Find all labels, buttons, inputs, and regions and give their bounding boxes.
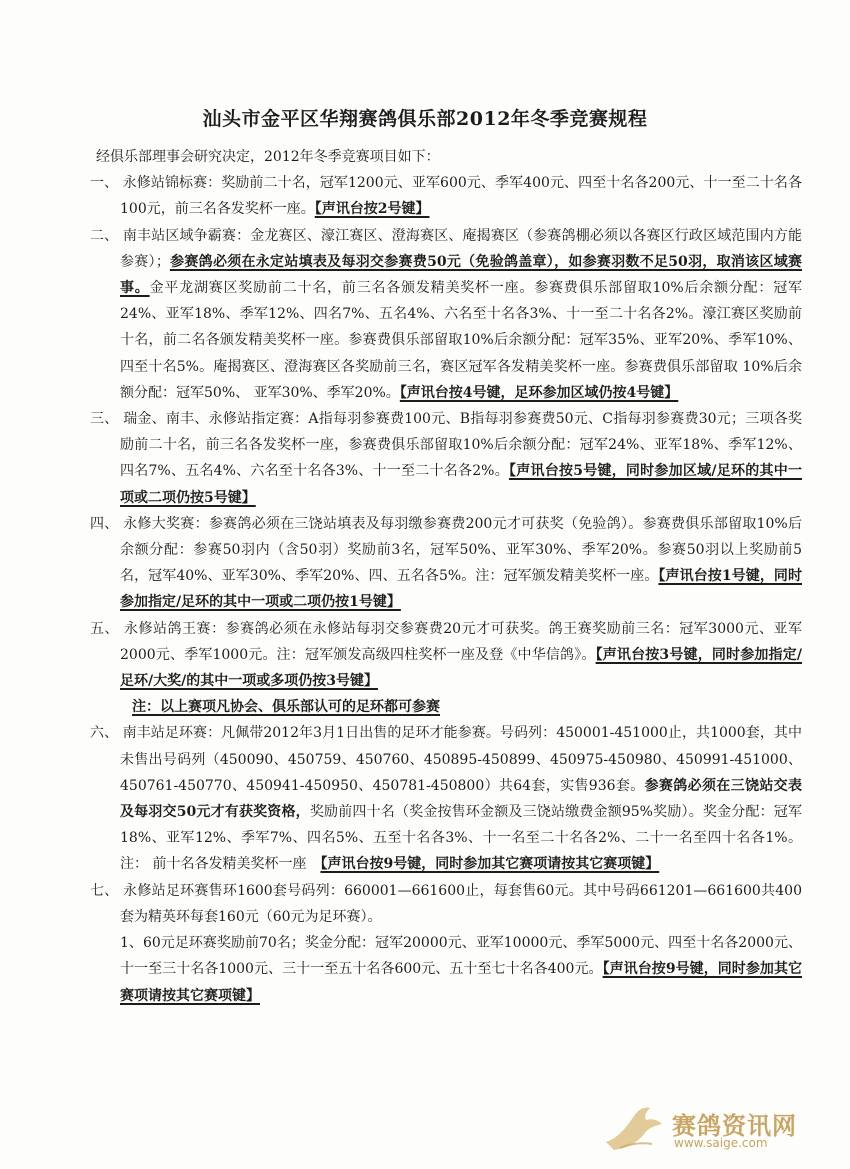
section-2-hotline-key: 【声讯台按4号键，足环参加区域仍按4号键】 xyxy=(399,384,679,401)
pigeon-logo-icon xyxy=(600,1098,670,1158)
section-5-hotline-key: 【声讯台按3号键，同时参加指定/足环/大奖/的其中一项或多项仍按3号键】 xyxy=(120,646,802,690)
section-6-text-c: 奖励前四十名（奖金按售环金额及三饶站缴费金额95%奖励）。奖金分配：冠军18%、亚军12%、季军7%、四名5%、五至十名各3%、十一名至二十名各2%、二十一名至四十名各1%。 注： 前十名各发精美奖杯一座 xyxy=(120,804,802,873)
section-1 xyxy=(82,170,802,222)
section-3-hotline-key: 【声讯台按5号键，同时参加区域/足环的其中一项或二项仍按5号键】 xyxy=(120,463,802,506)
eligibility-note-text: 注：以上赛项凡协会、俱乐部认可的足环都可参赛 xyxy=(132,699,440,716)
eligibility-note xyxy=(82,694,802,720)
section-2-text-a: 二、 南丰站区域争霸赛：金龙赛区、濠江赛区、澄海赛区、庵揭赛区（参赛鸽棚必须以各赛区行政区域范围内方能参赛）； xyxy=(90,227,802,270)
section-6-requirement: 参赛鸽必须在三饶站交表及每羽交50元才有获奖资格， xyxy=(120,777,803,821)
section-5-text: 五、 永修站鸽王赛：参赛鸽必须在永修站每羽交参赛费20元才可获奖。鸽王赛奖励前三名：冠军3000元、亚军2000元、季军1000元。注：冠军颁发高级四柱奖杯一座及登《中华信鸽》。 xyxy=(90,620,802,663)
section-4-text: 四、 永修大奖赛：参赛鸽必须在三饶站填表及每羽缴参赛费200元才可获奖（免验鸽）。参赛费俱乐部留取10%后余额分配：参赛50羽内（含50羽）奖励前3名，冠军50%、亚军30%、季军20%。参赛50羽以上奖励前5名，冠军40%、亚军30%、季军20%、四、五名各5%。注：冠军颁发精美奖杯一座。 xyxy=(90,515,802,585)
watermark-brand: 赛鸽资讯网 xyxy=(672,1112,797,1140)
section-5 xyxy=(82,616,802,695)
section-2-text-c: 金平龙湖赛区奖励前二十名，前三名各颁发精美奖杯一座。参赛费俱乐部留取10%后余额分配：冠军24%、亚军18%、季军12%、四名7%、五名4%、六名至十名各3%、十一至二十名各2%。濠江赛区奖励前十名，前二名各颁发精美奖杯一座。参赛费俱乐部留取10%后余额分配：冠军35%、亚军20%、季军10%、四至十名5%。庵揭赛区、澄海赛区各奖励前三名，赛区冠军各发精美奖杯一座。参赛费俱乐部留取 10%后余额分配：冠军50%、 亚军30%、季军20%。 xyxy=(120,280,802,401)
document-body xyxy=(82,144,802,1009)
section-7-text-b: 1、60元足环赛奖励前70名；奖金分配：冠军20000元、亚军10000元、季军5000元、四至十名各2000元、十一至三十名各1000元、三十一至五十名各600元、五十至七十名各400元。 xyxy=(120,935,802,978)
section-6-hotline-key: 【声讯台按9号键，同时参加其它赛项请按其它赛项键】 xyxy=(320,856,660,873)
section-2-requirement: 参赛鸽必须在永定站填表及每羽交参赛费50元（免验鸽盖章），如参赛羽数不足50羽，取消该区域赛事。 xyxy=(120,253,803,297)
site-watermark xyxy=(600,1098,830,1158)
section-4 xyxy=(82,511,802,616)
section-7-text-a: 七、 永修站足环赛售环1600套号码列：660001—661600止，每套售60元。其中号码661201—661600共400套为精英环每套160元（60元为足环赛）。 xyxy=(90,882,802,925)
section-7-item-1 xyxy=(82,930,802,1009)
section-7 xyxy=(82,878,802,930)
section-7-hotline-key: 【声讯台按9号键，同时参加其它赛项请按其它赛项键】 xyxy=(120,961,802,1004)
section-3 xyxy=(82,406,802,511)
section-6-text-a: 六、 南丰站足环赛：凡佩带2012年3月1日出售的足环才能参赛。号码列：450001-451000止，共1000套，其中未售出号码列（450090、450759、450760、450895-450899、450975-450980、450991-451000、450761-450770、450941-450950、450781-450800）共64套，实售936套。 xyxy=(90,725,802,794)
section-1-text: 一、 永修站锦标赛：奖励前二十名，冠军1200元、亚军600元、季军400元、四至十名各200元、十一至二十名各100元，前三名各发奖杯一座。 xyxy=(90,175,802,218)
intro-text: 经俱乐部理事会研究决定，2012年冬季竞赛项目如下： xyxy=(96,149,440,165)
section-1-hotline-key: 【声讯台按2号键】 xyxy=(314,201,430,218)
section-4-hotline-key: 【声讯台按1号键，同时参加指定/足环的其中一项或二项仍按1号键】 xyxy=(120,568,803,611)
watermark-url: www.saige.com xyxy=(674,1136,768,1150)
section-2 xyxy=(82,223,802,406)
document-title: 汕头市金平区华翔赛鸽俱乐部2012年冬季竞赛规程 xyxy=(202,108,648,130)
section-6 xyxy=(82,720,802,877)
section-3-text: 三、 瑞金、南丰、永修站指定赛：A指每羽参赛费100元、B指每羽参赛费50元、C指每羽参赛费30元；三项各奖励前二十名，前三名各发奖杯一座，参赛费俱乐部留取10%后余额分配：冠军24%、亚军18%、季军12%、四名7%、五名4%、六名至十名各3%、十一至二十名各2%。 xyxy=(90,411,802,480)
